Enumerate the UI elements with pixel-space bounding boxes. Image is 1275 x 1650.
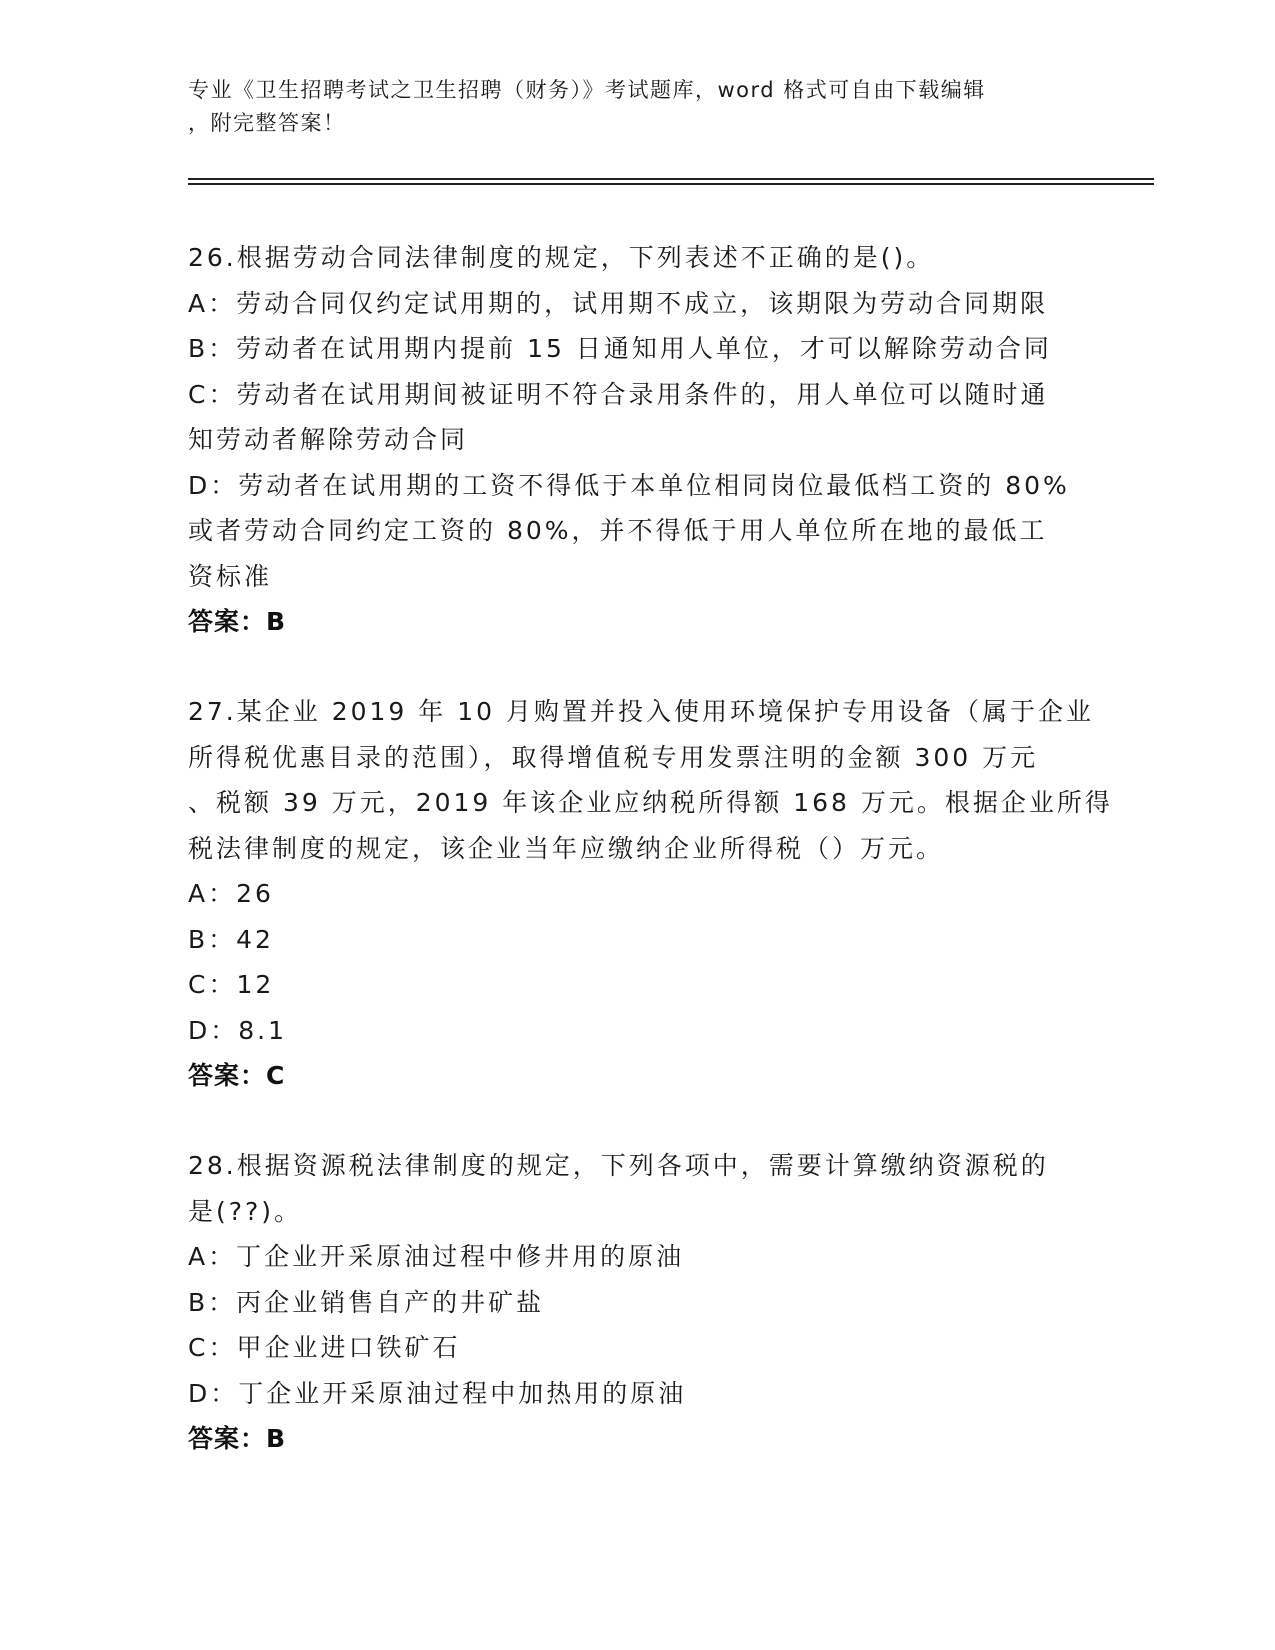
option-a: A：26	[188, 879, 274, 908]
option-d: D：劳动者在试用期的工资不得低于本单位相同岗位最低档工资的 80%	[188, 470, 1070, 500]
answer-label: 答案：B	[188, 607, 287, 636]
question-28	[188, 1143, 1088, 1462]
question-stem: 28.根据资源税法律制度的规定，下列各项中，需要计算缴纳资源税的	[188, 1151, 1049, 1180]
answer-label: 答案：C	[188, 1061, 286, 1090]
header-divider	[188, 183, 1154, 185]
question-stem-continued: 、税额 39 万元，2019 年该企业应纳税所得额 168 万元。根据企业所得	[188, 788, 1113, 817]
option-b: B：丙企业销售自产的井矿盐	[188, 1287, 545, 1317]
option-d-continued: 资标准	[188, 561, 273, 591]
header-line: ，附完整答案！	[188, 111, 346, 135]
question-26	[188, 235, 1088, 645]
document-header	[188, 74, 1068, 140]
option-d: D：丁企业开采原油过程中加热用的原油	[188, 1378, 687, 1408]
option-d: D：8.1	[188, 1015, 288, 1045]
header-divider	[188, 178, 1154, 180]
answer-label: 答案：B	[188, 1424, 287, 1453]
option-b: B：42	[188, 924, 274, 954]
option-a: A：劳动合同仅约定试用期的，试用期不成立，该期限为劳动合同期限	[188, 288, 1049, 318]
header-line: 专业《卫生招聘考试之卫生招聘（财务）》考试题库，word 格式可自由下载编辑	[188, 78, 986, 102]
option-a: A：丁企业开采原油过程中修井用的原油	[188, 1242, 685, 1271]
question-27	[188, 689, 1113, 1099]
option-d-continued: 或者劳动合同约定工资的 80%，并不得低于用人单位所在地的最低工	[188, 516, 1048, 545]
option-c: C：12	[188, 970, 275, 999]
option-b: B：劳动者在试用期内提前 15 日通知用人单位，才可以解除劳动合同	[188, 334, 1052, 363]
question-stem: 26.根据劳动合同法律制度的规定，下列表述不正确的是()。	[188, 243, 935, 272]
question-stem-continued: 是(??)。	[188, 1196, 303, 1226]
option-c: C：甲企业进口铁矿石	[188, 1333, 461, 1362]
question-stem-continued: 税法律制度的规定，该企业当年应缴纳企业所得税（）万元。	[188, 833, 945, 863]
option-c: C：劳动者在试用期间被证明不符合录用条件的，用人单位可以随时通	[188, 379, 1049, 409]
question-stem-continued: 所得税优惠目录的范围），取得增值税专用发票注明的金额 300 万元	[188, 742, 1039, 772]
question-stem: 27.某企业 2019 年 10 月购置并投入使用环境保护专用设备（属于企业	[188, 697, 1094, 726]
option-c-continued: 知劳动者解除劳动合同	[188, 425, 469, 454]
